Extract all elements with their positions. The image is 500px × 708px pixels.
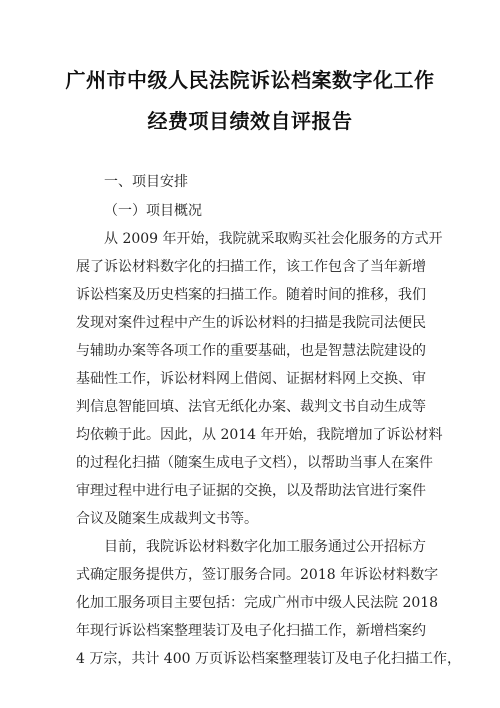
document-title-line2: 经费项目绩效自评报告 (147, 109, 353, 133)
section-heading: 一、项目安排 (104, 174, 188, 190)
paragraph-line: 年现行诉讼档案整理装订及电子化扫描工作，新增档案约 (76, 623, 426, 639)
paragraph-line: 判信息智能回填、法官无纸化办案、裁判文书自动生成等 (76, 399, 426, 415)
paragraph-line: 均依赖于此。因此，从 2014 年开始，我院增加了诉讼材料 (76, 427, 443, 443)
document-title-line1: 广州市中级人民法院诉讼档案数字化工作 (65, 68, 435, 92)
paragraph-line: 发现对案件过程中产生的诉讼材料的扫描是我院司法便民 (76, 315, 426, 331)
paragraph-line: 诉讼档案及历史档案的扫描工作。随着时间的推移，我们 (76, 287, 426, 303)
paragraph-line: 化加工服务项目主要包括：完成广州市中级人民法院 2018 (76, 595, 439, 611)
paragraph-line: 合议及随案生成裁判文书等。 (76, 511, 258, 527)
paragraph-line: 目前，我院诉讼材料数字化加工服务通过公开招标方 (104, 539, 426, 555)
paragraph-line: 从 2009 年开始，我院就采取购买社会化服务的方式开 (104, 231, 443, 247)
paragraph-line: 与辅助办案等各项工作的重要基础，也是智慧法院建设的 (76, 343, 426, 359)
paragraph-line: 式确定服务提供方，签订服务合同。2018 年诉讼材料数字 (76, 567, 439, 583)
paragraph-line: 展了诉讼材料数字化的扫描工作，该工作包含了当年新增 (76, 259, 426, 275)
paragraph-line: 的过程化扫描（随案生成电子文档），以帮助当事人在案件 (76, 455, 433, 471)
paragraph-line: 基础性工作，诉讼材料网上借阅、证据材料网上交换、审 (76, 371, 426, 387)
paragraph-line: 4 万宗，共计 400 万页诉讼档案整理装订及电子化扫描工作， (76, 651, 461, 667)
subsection-heading: （一）项目概况 (104, 203, 202, 219)
paragraph-line: 审理过程中进行电子证据的交换，以及帮助法官进行案件 (76, 483, 426, 499)
